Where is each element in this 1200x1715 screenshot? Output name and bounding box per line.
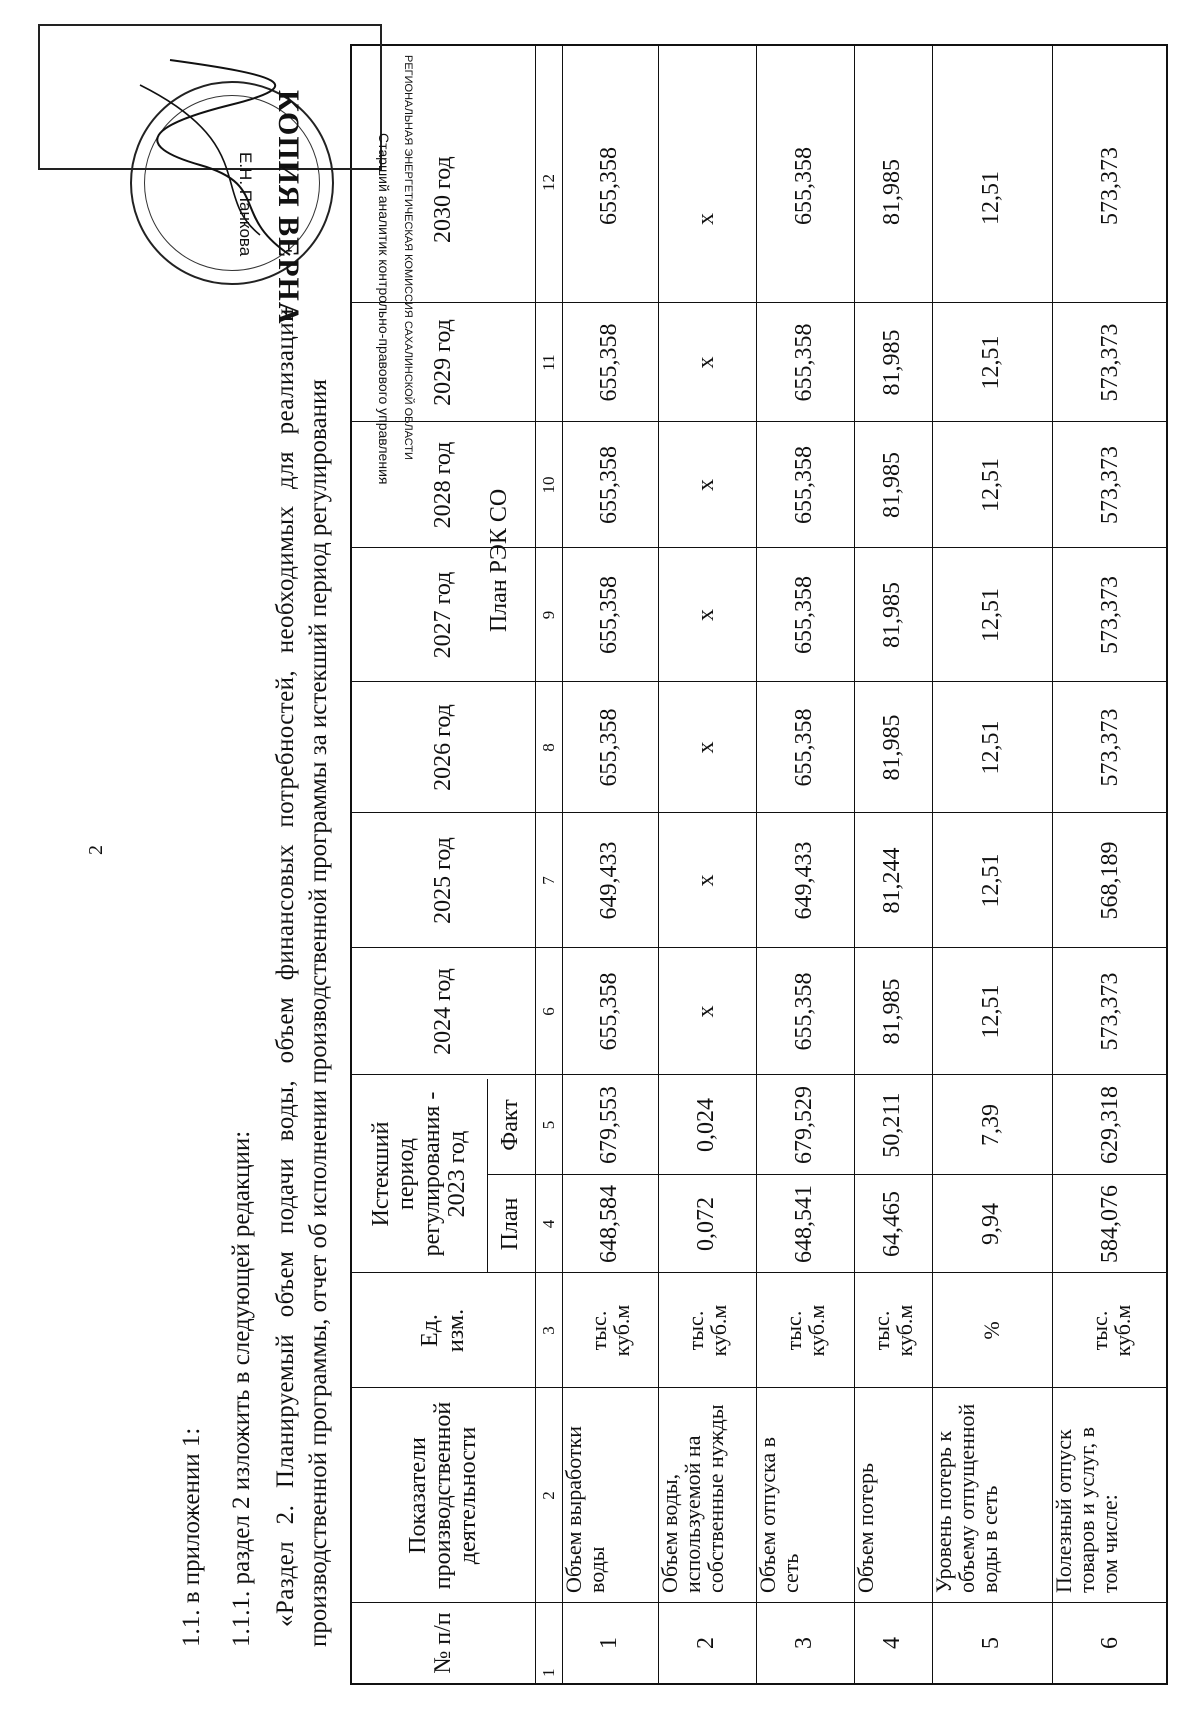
row-number: 3: [791, 1637, 818, 1649]
indicator-name-line: воды: [584, 1546, 610, 1593]
indicator-name: [854, 1388, 932, 1603]
value-cell: x: [693, 213, 720, 225]
unit: [658, 1273, 756, 1388]
header-year-2024: 2024 год: [429, 968, 456, 1055]
handwritten-signature: [110, 45, 330, 275]
value-cell: 655,358: [596, 446, 623, 524]
unit-line: куб.м: [1110, 1304, 1135, 1357]
header-year-2029: 2029 год: [429, 319, 456, 406]
value-cell: 12,51: [978, 171, 1005, 225]
value-cell: 655,358: [791, 323, 818, 402]
stamp-name: Е.Н. Панкова: [236, 152, 255, 257]
column-number: 10: [538, 476, 558, 494]
column-number: 4: [538, 1219, 558, 1229]
indicator-name-line: том числе:: [1097, 1494, 1123, 1593]
column-number: 9: [538, 610, 558, 620]
unit-line: куб.м: [706, 1304, 731, 1357]
value-cell: x: [693, 479, 720, 491]
value-cell: 9,94: [978, 1203, 1005, 1245]
indicator-name: [1052, 1388, 1170, 1603]
stamp-organization: РЕГИОНАЛЬНАЯ ЭНЕРГЕТИЧЕСКАЯ КОМИССИЯ САХАЛИНСКОЙ ОБЛАСТИ: [402, 55, 414, 460]
value-cell: 649,433: [596, 841, 623, 920]
indicator-name-line: Объем воды,: [657, 1473, 682, 1593]
unit: [854, 1273, 932, 1388]
indicator-name: [932, 1388, 1052, 1603]
row-number: 5: [978, 1637, 1005, 1649]
value-cell: 12,51: [978, 588, 1005, 642]
stamp-copy-mark: КОПИЯ ВЕРНА: [272, 90, 305, 325]
unit-line: тыс.: [868, 1310, 894, 1351]
header-year-2026: 2026 год: [429, 704, 456, 791]
value-cell: 629,318: [1097, 1086, 1124, 1164]
indicator-name: [562, 1388, 658, 1603]
unit-line: тыс.: [585, 1310, 611, 1351]
value-cell: 655,358: [791, 576, 818, 654]
row-number: 1: [596, 1637, 623, 1649]
value-cell: 655,358: [791, 147, 818, 225]
value-cell: 679,529: [791, 1086, 818, 1164]
value-cell: x: [693, 356, 720, 369]
stamp-role: Старший аналитик контрольно-правового управления: [376, 133, 392, 485]
value-cell: x: [693, 609, 720, 621]
column-number: 1: [538, 1668, 558, 1677]
header-unit: Ед. изм.: [417, 1308, 469, 1353]
value-cell: 81,985: [879, 159, 906, 225]
indicator-name-line: объему отпущенной: [954, 1403, 980, 1593]
value-cell: 679,553: [596, 1086, 623, 1164]
value-cell: 649,433: [791, 841, 818, 920]
unit-line: тыс.: [1086, 1310, 1112, 1351]
value-cell: 81,985: [879, 582, 906, 648]
value-cell: 12,51: [978, 984, 1005, 1039]
column-number: 5: [538, 1120, 558, 1130]
column-number: 8: [538, 743, 558, 752]
indicator-name-line: собственные нужды: [703, 1404, 729, 1593]
indicator-name-line: товаров и услуг, в: [1074, 1426, 1100, 1593]
column-number: 12: [538, 174, 558, 191]
section-heading-line-2: производственной программы, отчет об исполнении производственной программы за истекший период регулирования: [305, 379, 332, 1647]
value-cell: 7,39: [978, 1104, 1005, 1146]
indicator-name-line: используемой на: [680, 1435, 706, 1593]
header-indicator: Показатели производственной деятельности: [404, 1401, 482, 1590]
section-heading-line-1: «Раздел 2. Планируемый объем подачи воды, объем финансовых потребностей, необходимых для реализации: [272, 308, 299, 1627]
indicator-name-line: Объем отпуска в: [755, 1437, 780, 1593]
unit-line: куб.м: [892, 1304, 917, 1357]
amendment-line-2: 1.1.1. раздел 2 изложить в следующей редакции:: [228, 1130, 255, 1647]
value-cell: 50,211: [879, 1092, 906, 1158]
indicator-name-line: сеть: [778, 1553, 804, 1593]
unit-line: куб.м: [609, 1304, 634, 1357]
indicator-name-line: Объем выработки: [561, 1425, 586, 1593]
column-number: 6: [538, 1007, 558, 1016]
header-year-2027: 2027 год: [429, 571, 456, 659]
header-fact: Факт: [497, 1099, 524, 1151]
unit: [932, 1273, 1052, 1388]
header-plan: План: [497, 1197, 524, 1251]
value-cell: 648,584: [596, 1185, 623, 1263]
header-year-2028: 2028 год: [429, 441, 456, 529]
value-cell: x: [693, 1005, 720, 1018]
value-cell: 655,358: [596, 972, 623, 1051]
header-year-2025: 2025 год: [429, 837, 456, 924]
indicator-name: [658, 1388, 756, 1603]
value-cell: 573,373: [1097, 576, 1124, 654]
value-cell: 655,358: [596, 576, 623, 654]
value-cell: 655,358: [596, 708, 623, 787]
unit: [1052, 1273, 1170, 1388]
value-cell: 568,189: [1097, 841, 1124, 920]
indicator-name-line: Объем потерь: [853, 1463, 878, 1593]
unit-line: куб.м: [804, 1304, 829, 1357]
production-program-table: [350, 44, 1168, 1685]
column-number: 2: [538, 1491, 558, 1500]
value-cell: 584,076: [1097, 1185, 1124, 1263]
header-period: Истекший период регулирования - 2023 год: [368, 1091, 470, 1257]
value-cell: 648,541: [791, 1185, 818, 1263]
value-cell: 12,51: [978, 335, 1005, 390]
value-cell: 573,373: [1097, 446, 1124, 524]
value-cell: 655,358: [596, 323, 623, 402]
row-number: 6: [1097, 1637, 1124, 1649]
column-number: 11: [538, 354, 558, 371]
row-number: 2: [693, 1637, 720, 1649]
value-cell: 573,373: [1097, 972, 1124, 1051]
value-cell: 573,373: [1097, 708, 1124, 787]
value-cell: 81,985: [879, 452, 906, 518]
indicator-name-line: Полезный отпуск: [1051, 1429, 1076, 1593]
unit-line: тыс.: [780, 1310, 806, 1351]
value-cell: 655,358: [596, 147, 623, 225]
value-cell: 81,244: [879, 847, 906, 914]
unit: [562, 1273, 658, 1388]
value-cell: 573,373: [1097, 147, 1124, 225]
row-number: 4: [879, 1637, 906, 1649]
indicator-name-line: Уровень потерь к: [931, 1430, 956, 1593]
value-cell: 655,358: [791, 446, 818, 524]
value-cell: 0,072: [693, 1197, 720, 1251]
column-number: 3: [538, 1326, 558, 1335]
unit-line: тыс.: [682, 1310, 708, 1351]
value-cell: 573,373: [1097, 323, 1124, 402]
indicator-name-line: воды в сеть: [977, 1485, 1003, 1593]
unit: [756, 1273, 854, 1388]
value-cell: 655,358: [791, 708, 818, 787]
header-num: № п/п: [429, 1612, 456, 1674]
column-number: 7: [538, 876, 558, 885]
value-cell: 81,985: [879, 329, 906, 396]
value-cell: 81,985: [879, 978, 906, 1045]
amendment-line-1: 1.1. в приложении 1:: [178, 1427, 205, 1647]
header-plan-rek: План РЭК СО: [486, 488, 513, 633]
value-cell: 12,51: [978, 458, 1005, 512]
value-cell: 655,358: [791, 972, 818, 1051]
value-cell: 64,465: [879, 1191, 906, 1257]
value-cell: 12,51: [978, 720, 1005, 775]
value-cell: x: [693, 874, 720, 887]
page-number: 2: [85, 845, 107, 855]
value-cell: x: [693, 741, 720, 754]
value-cell: 0,024: [693, 1098, 720, 1152]
header-year-2030: 2030 год: [429, 156, 456, 243]
unit-line: %: [979, 1321, 1005, 1340]
value-cell: 12,51: [978, 853, 1005, 908]
indicator-name: [756, 1388, 854, 1603]
value-cell: 81,985: [879, 714, 906, 781]
